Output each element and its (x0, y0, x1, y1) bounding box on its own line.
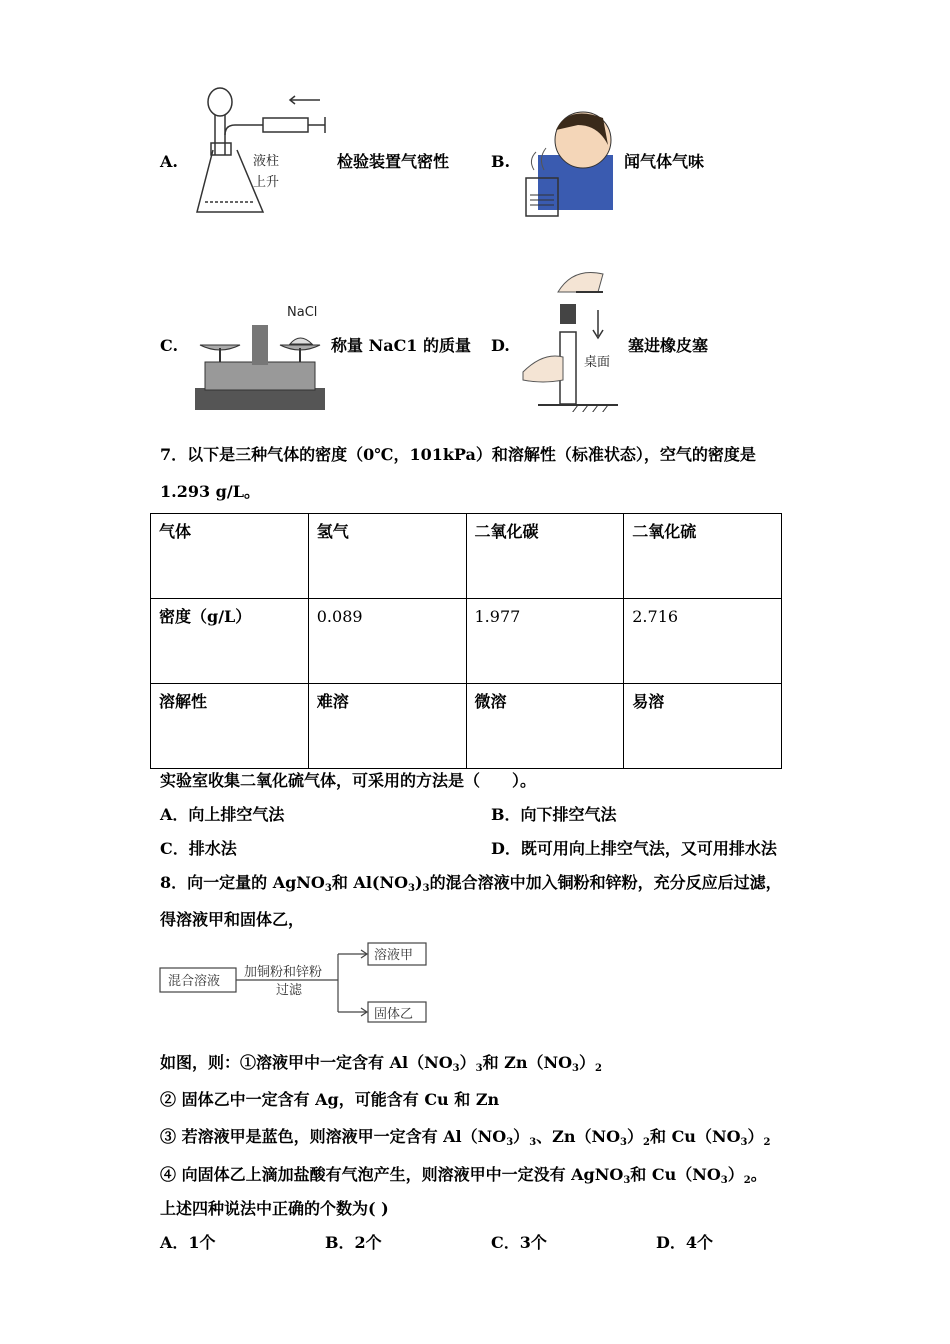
table-cell: 气体 (151, 514, 309, 599)
reaction-flow-diagram (158, 938, 438, 1026)
q8-statement-1: 如图，则：①溶液甲中一定含有 $Al(NO_3)_3$和 $Zn(NO_3)_2$ (160, 1053, 602, 1074)
diagram-box-solid-b: 固体乙 (374, 1007, 414, 1022)
q8-option-d: D．4个 (656, 1233, 714, 1252)
fig-label-liquid-column: 液柱 (253, 154, 280, 169)
table-cell: 1.977 (466, 599, 624, 684)
fig-label-tabletop: 桌面 (584, 355, 611, 370)
diagram-arrow-top-label: 加铜粉和锌粉 (244, 965, 323, 980)
q8-stem-line1: 8．向一定量的 AgNO$_3$和 $Al(NO_3)_3$的混合溶液中加入铜粉和锌粉，充分反应后过滤， (160, 873, 782, 894)
q6-option-d-letter: D. (491, 336, 510, 355)
q8-option-a: A．1个 (160, 1233, 216, 1252)
balance-scale-figure (190, 300, 330, 415)
airtightness-apparatus-figure (185, 80, 335, 225)
q8-statement-2: ② 固体乙中一定含有 Ag，可能含有 Cu 和 Zn (160, 1090, 500, 1109)
diagram-arrow-bottom-label: 过滤 (276, 983, 303, 998)
table-cell: 溶解性 (151, 684, 309, 769)
gas-properties-table (150, 513, 782, 769)
q6-option-a-letter: A. (160, 152, 178, 171)
q7-option-d: D．既可用向上排空气法，又可用排水法 (491, 839, 777, 858)
q7-option-b: B．向下排空气法 (491, 805, 617, 824)
table-cell: 易溶 (624, 684, 782, 769)
table-cell: 氢气 (308, 514, 466, 599)
q8-question: 上述四种说法中正确的个数为( ) (160, 1199, 389, 1218)
table-row (151, 599, 782, 684)
q7-stem-line2: 1.293 g/L。 (160, 482, 260, 501)
q8-statement-4: ④ 向固体乙上滴加盐酸有气泡产生，则溶液甲中一定没有 AgNO$_3$和 $Cu(NO_3)_2$。 (160, 1165, 767, 1186)
q8-option-b: B．2个 (325, 1233, 382, 1252)
fig-label-rise: 上升 (253, 175, 280, 190)
table-cell: 0.089 (308, 599, 466, 684)
q7-option-c: C．排水法 (160, 839, 237, 858)
table-row (151, 514, 782, 599)
q6-option-b-caption: 闻气体气味 (624, 152, 705, 171)
q6-option-a-caption: 检验装置气密性 (337, 152, 450, 171)
q8-statement-3: ③ 若溶液甲是蓝色，则溶液甲一定含有 $Al(NO_3)_3$、$Zn(NO_3)_2$和 $Cu(NO_3)_2$ (160, 1127, 771, 1148)
table-row (151, 684, 782, 769)
q6-option-b-letter: B. (491, 152, 511, 171)
table-cell: 微溶 (466, 684, 624, 769)
insert-stopper-figure (518, 262, 628, 412)
q7-stem-line1: 7．以下是三种气体的密度（0℃，101kPa）和溶解性（标准状态），空气的密度是 (160, 445, 756, 464)
q6-option-c-caption: 称量 NaC1 的质量 (331, 336, 472, 355)
fig-label-nacl: NaCl (287, 305, 318, 320)
q7-question: 实验室收集二氧化硫气体，可采用的方法是（ ）。 (160, 771, 537, 790)
q6-option-d-caption: 塞进橡皮塞 (628, 336, 709, 355)
table-cell: 密度（g/L） (151, 599, 309, 684)
table-cell: 二氧化碳 (466, 514, 624, 599)
q8-option-c: C．3个 (491, 1233, 547, 1252)
q8-stem-line2: 得溶液甲和固体乙， (160, 910, 305, 929)
table-cell: 难溶 (308, 684, 466, 769)
q7-option-a: A．向上排空气法 (160, 805, 285, 824)
diagram-box-mixed-solution: 混合溶液 (168, 974, 221, 989)
table-cell: 2.716 (624, 599, 782, 684)
q6-option-c-letter: C. (160, 336, 179, 355)
diagram-box-solution-a: 溶液甲 (374, 948, 414, 963)
table-cell: 二氧化硫 (624, 514, 782, 599)
smell-gas-figure (518, 100, 618, 220)
